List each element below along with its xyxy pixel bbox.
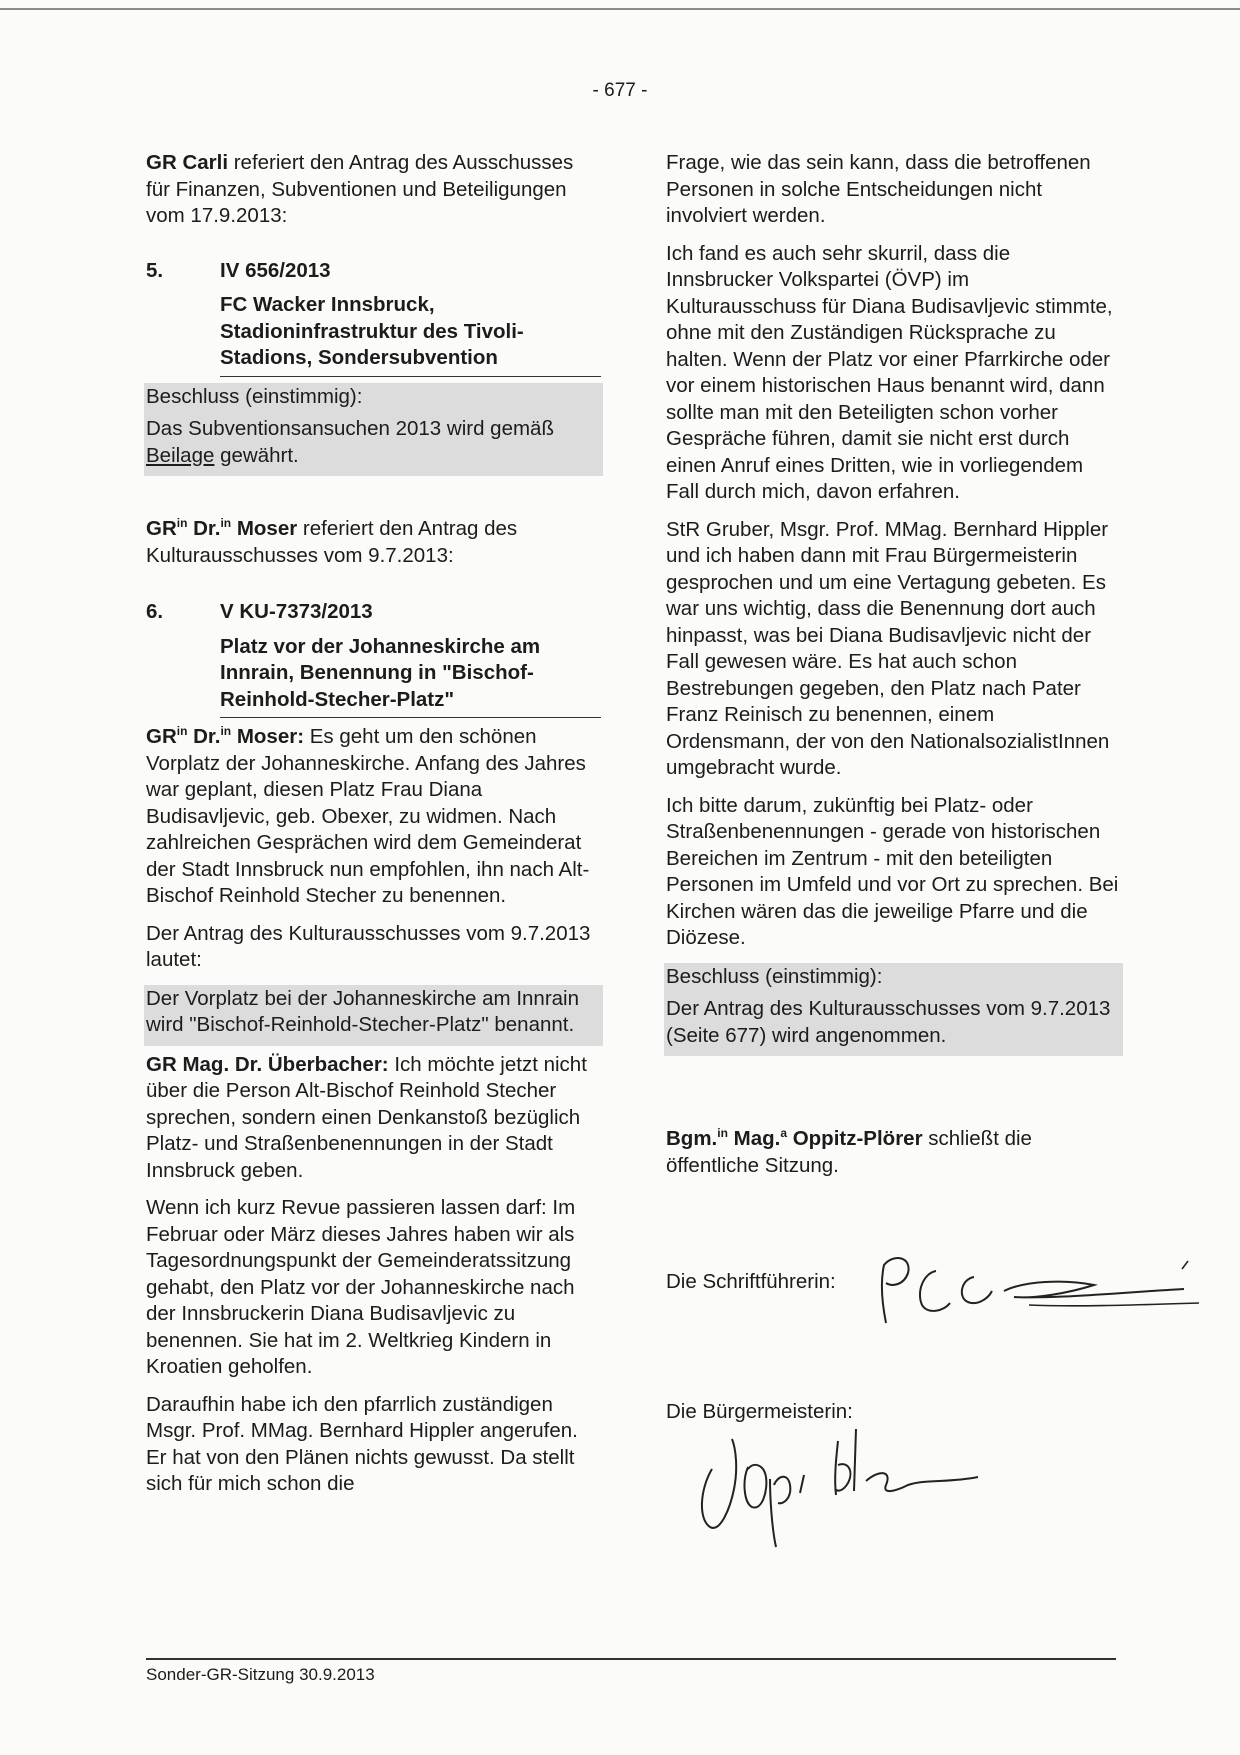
ueberbacher-speech: GR Mag. Dr. Überbacher: Ich möchte jetzt nicht über die Person Alt-Bischof Reinhold Stecher sprechen, sondern einen Denkanstoß bezüglich Platz- und Straßenbenennungen in der Stadt Innsbruck geben.	[146, 1052, 587, 1182]
resolution-5-label: Beschluss (einstimmig):	[146, 384, 363, 408]
intro-moser: $GR^{in}$ Dr.$^{in}$ Moser referiert den Antrag des Kulturausschusses vom 9.7.2013:	[146, 516, 518, 567]
paragraph-bitte: Ich bitte darum, zukünftig bei Platz- oder Straßenbenennungen - gerade von historischen Bereichen im Zentrum - mit den beteiligten Personen im Umfeld und vor Ort zu sprechen. Bei Kirchen wären das die jeweilige Pfarre und die Diözese.	[666, 793, 1119, 949]
schriftfuehrerin-label: Die Schriftführerin:	[666, 1270, 836, 1293]
right-column	[666, 150, 1121, 1539]
footer-divider	[146, 1658, 1116, 1660]
resolution-6-text: Der Antrag des Kulturausschusses vom 9.7.2013 (Seite 677) wird angenommen.	[666, 997, 1111, 1047]
resolution-5-text: Das Subventionsansuchen 2013 wird gemäß Beilage gewährt.	[146, 417, 554, 467]
closing-statement: Bgm.$^{in}$ Mag.$^a$ Oppitz-Plörer schließt die öffentliche Sitzung.	[666, 1126, 1032, 1177]
resolution-6-label: Beschluss (einstimmig):	[666, 964, 883, 988]
buergermeisterin-label: Die Bürgermeisterin:	[666, 1400, 853, 1423]
buergermeisterin-signature	[686, 1399, 1006, 1549]
top-border-line	[0, 8, 1240, 10]
paragraph-frage: Frage, wie das sein kann, dass die betroffenen Personen in solche Entscheidungen nicht involviert werden.	[666, 151, 1091, 227]
resolution-6	[664, 963, 1123, 1057]
page-number: - 677 -	[592, 80, 648, 101]
signature-row-buergermeisterin	[666, 1399, 1121, 1539]
resolution-5	[144, 383, 603, 477]
paragraph-skurril: Ich fand es auch sehr skurril, dass die Innsbrucker Volkspartei (ÖVP) im Kulturausschuss für Diana Budisavljevic stimmte, ohne mit den Zuständigen Rücksprache zu halten. Wenn der Platz vor einer Pfarrkirche oder vor einem historischen Haus benannt wird, dann sollte man mit den Beteiligten schon vorher Gespräche führen, damit sie nicht erst durch einen Anruf eines Dritten, wie in vorliegendem Fall durch mich, davon erfahren.	[666, 241, 1113, 503]
antrag-intro: Der Antrag des Kulturausschusses vom 9.7.2013 lautet:	[146, 921, 591, 971]
left-column	[146, 150, 601, 1509]
beilage-link[interactable]: Beilage	[146, 443, 215, 467]
paragraph-revue: Wenn ich kurz Revue passieren lassen darf: Im Februar oder März dieses Jahres haben wir als Tagesordnungspunkt der Gemeinderatssitzung gehabt, den Platz vor der Johanneskirche nach der Innsbruckerin Diana Budisavljevic zu benennen. Sie hat im 2. Weltkrieg Kindern in Kroatien geholfen.	[146, 1196, 576, 1378]
paragraph-daraufhin: Daraufhin habe ich den pfarrlich zuständigen Msgr. Prof. MMag. Bernhard Hippler angerufen. Er hat von den Plänen nichts gewusst. Da stellt sich für mich schon die	[146, 1392, 578, 1495]
antrag-text: Der Vorplatz bei der Johanneskirche am Innrain wird "Bischof-Reinhold-Stecher-Platz" benannt.	[144, 985, 603, 1046]
moser-speech: $GR^{in}$ Dr.$^{in}$ Moser: Es geht um den schönen Vorplatz der Johanneskirche. Anfang des Jahres war geplant, diesen Platz Frau Diana Budisavljevic, geb. Obexer, zu widmen. Nach zahlreichen Gesprächen wird dem Gemeinderat der Stadt Innsbruck nun empfohlen, ihn nach Alt-Bischof Reinhold Stecher zu benennen.	[146, 724, 590, 907]
intro-carli: GR Carli referiert den Antrag des Ausschusses für Finanzen, Subventionen und Beteiligungen vom 17.9.2013:	[146, 151, 574, 227]
signature-row-schriftfuehrerin	[666, 1259, 1121, 1339]
agenda-item-5-code: IV 656/2013	[220, 258, 331, 282]
footer-text: Sonder-GR-Sitzung 30.9.2013	[146, 1665, 375, 1684]
paragraph-gruber: StR Gruber, Msgr. Prof. MMag. Bernhard Hippler und ich haben dann mit Frau Bürgermeisterin gesprochen und um eine Vertagung gebeten. Es war uns wichtig, dass die Benennung dort auch hinpasst, was bei Diana Budisavljevic nicht der Fall gewesen wäre. Es hat auch schon Bestrebungen gegeben, den Platz nach Pater Franz Reinisch zu benennen, einem Ordensmann, der von den NationalsozialistInnen umgebracht wurde.	[666, 517, 1110, 779]
agenda-item-6-code: V KU-7373/2013	[220, 600, 373, 623]
agenda-item-5-title: FC Wacker Innsbruck, Stadioninfrastruktur des Tivoli-Stadions, Sondersubvention	[220, 292, 601, 377]
agenda-item-6-title: Platz vor der Johanneskirche am Innrain, Benennung in "Bischof-Reinhold-Stecher-Platz"	[220, 634, 601, 719]
agenda-item-6-header: 6. V KU-7373/2013	[146, 599, 601, 626]
agenda-item-5-header: 5. IV 656/2013	[146, 258, 601, 285]
schriftfuehrerin-signature	[864, 1243, 1204, 1343]
